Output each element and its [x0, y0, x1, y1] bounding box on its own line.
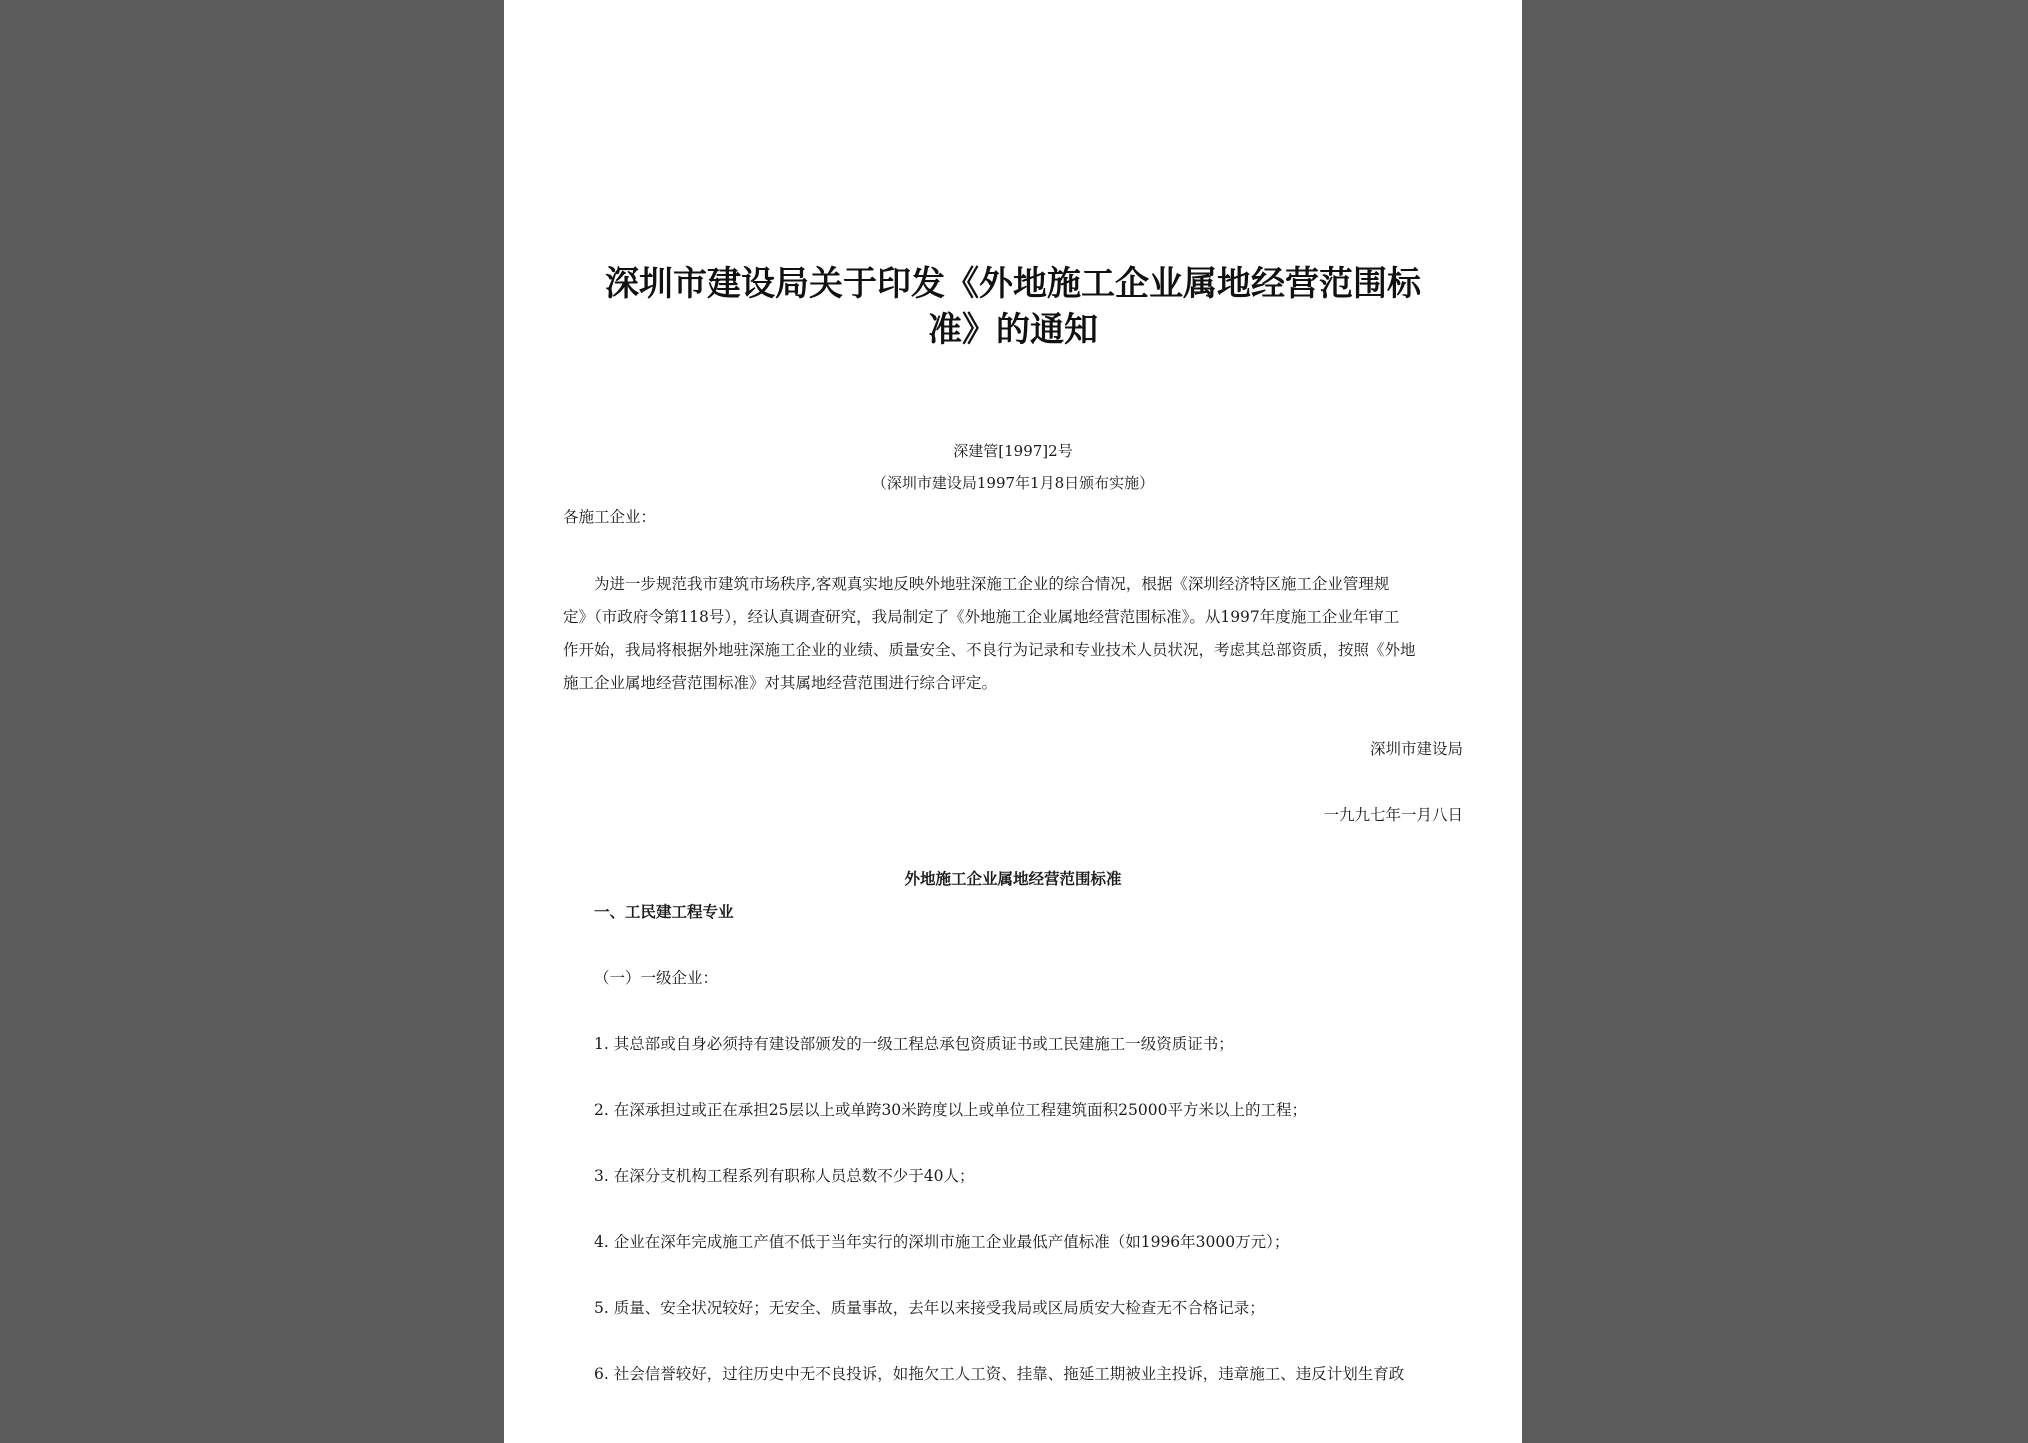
list-item: 2. 在深承担过或正在承担25层以上或单跨30米跨度以上或单位工程建筑面积25000平方米以上的工程； [594, 1101, 1307, 1119]
body-line: 为进一步规范我市建筑市场秩序,客观真实地反映外地驻深施工企业的综合情况，根据《深圳经济特区施工企业管理规 [594, 575, 1390, 593]
section-heading: 一、工民建工程专业 [594, 903, 734, 921]
document-title-line-1: 深圳市建设局关于印发《外地施工企业属地经营范围标 [605, 264, 1421, 304]
notice-body-paragraph [563, 568, 1463, 700]
subsection-heading: （一）一级企业： [594, 969, 719, 987]
list-item: 1. 其总部或自身必须持有建设部颁发的一级工程总承包资质证书或工民建施工一级资质证书； [594, 1035, 1234, 1053]
body-line: 定》（市政府令第118号），经认真调查研究，我局制定了《外地施工企业属地经营范围标准》。从1997年度施工企业年审工 [563, 608, 1400, 626]
body-line: 作开始，我局将根据外地驻深施工企业的业绩、质量安全、不良行为记录和专业技术人员状况，考虑其总部资质，按照《外地 [563, 641, 1416, 659]
document-number: 深建管[1997]2号 [953, 442, 1073, 460]
issue-note: （深圳市建设局1997年1月8日颁布实施） [871, 474, 1155, 492]
salutation: 各施工企业： [563, 508, 657, 526]
list-item: 6. 社会信誉较好，过往历史中无不良投诉，如拖欠工人工资、挂靠、拖延工期被业主投诉，违章施工、违反计划生育政 [594, 1365, 1405, 1383]
list-item: 5. 质量、安全状况较好；无安全、质量事故，去年以来接受我局或区局质安大检查无不合格记录； [594, 1299, 1265, 1317]
signatory: 深圳市建设局 [1369, 740, 1463, 758]
list-item: 4. 企业在深年完成施工产值不低于当年实行的深圳市施工企业最低产值标准（如1996年3000万元）； [594, 1233, 1290, 1251]
standard-title: 外地施工企业属地经营范围标准 [904, 870, 1122, 888]
document-page [504, 0, 1522, 1443]
document-title-line-2: 准》的通知 [928, 310, 1098, 350]
sign-date: 一九九七年一月八日 [1323, 806, 1463, 824]
body-line: 施工企业属地经营范围标准》对其属地经营范围进行综合评定。 [563, 674, 998, 692]
list-item: 3. 在深分支机构工程系列有职称人员总数不少于40人； [594, 1167, 975, 1185]
